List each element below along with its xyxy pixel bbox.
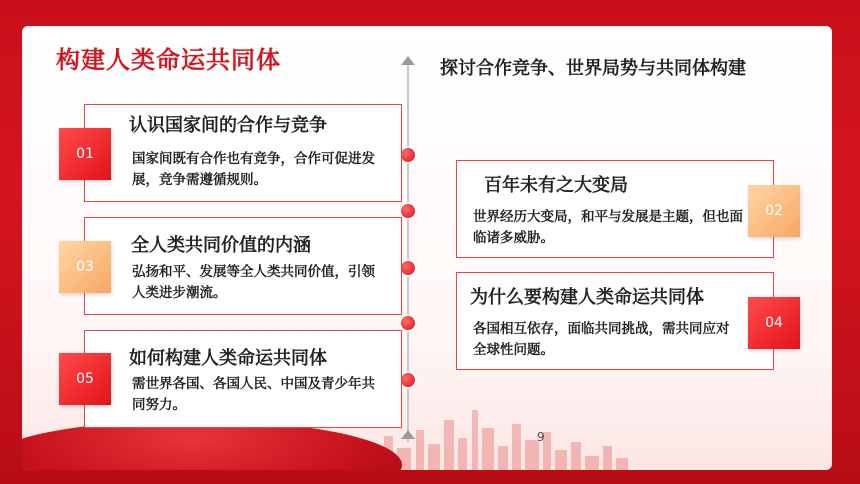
timeline-dot — [401, 261, 415, 275]
slide-title: 构建人类命运共同体 — [56, 46, 281, 74]
item-number-badge: 02 — [748, 185, 800, 237]
page-number: 9 — [537, 430, 545, 444]
right-section-heading: 探讨合作竞争、世界局势与共同体构建 — [440, 58, 746, 79]
item-number-badge: 03 — [59, 241, 111, 293]
timeline-dot — [401, 316, 415, 330]
item-description: 世界经历大变局，和平与发展是主题，但也面临诸多威胁。 — [473, 209, 743, 246]
item-title: 认识国家间的合作与竞争 — [129, 115, 327, 136]
item-title: 如何构建人类命运共同体 — [129, 348, 327, 369]
item-number-badge: 05 — [59, 353, 111, 405]
item-description: 各国相互依存，面临共同挑战，需共同应对全球性问题。 — [473, 321, 730, 358]
timeline-arrow-top-icon — [401, 56, 415, 65]
timeline-dot — [401, 148, 415, 162]
item-description: 需世界各国、各国人民、中国及青少年共同努力。 — [132, 376, 375, 413]
item-description: 国家间既有合作也有竞争，合作可促进发展，竞争需遵循规则。 — [132, 151, 375, 188]
item-title: 百年未有之大变局 — [484, 175, 628, 196]
item-number-badge: 01 — [59, 128, 111, 180]
item-number-badge: 04 — [748, 297, 800, 349]
item-title: 为什么要构建人类命运共同体 — [470, 287, 704, 308]
timeline-arrow-bottom-icon — [401, 430, 415, 439]
timeline-dot — [401, 204, 415, 218]
timeline-dot — [401, 373, 415, 387]
item-title: 全人类共同价值的内涵 — [131, 235, 311, 256]
item-description: 弘扬和平、发展等全人类共同价值，引领人类进步潮流。 — [132, 264, 375, 301]
